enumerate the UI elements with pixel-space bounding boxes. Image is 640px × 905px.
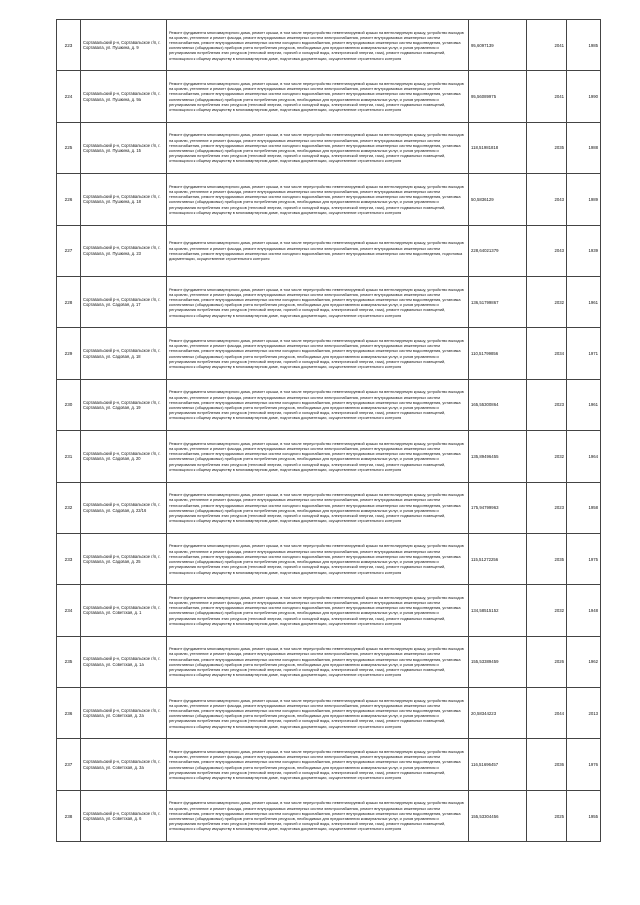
works-cell: Ремонт фундамента многоквартирного дома, ремонт крыши, в том числе переустройство невентилируемой крыши на вентилируемую крышу, устройство выходов на кровлю, утепление и ремонт фасада, ремонт внутридомовых инженерных систем электроснабжения, ремонт внутридомовых инженерных систем теплоснабжения, ремонт внутридомовых инженерных систем холодного водоснабжения, ремонт внутридомовых инженерных систем водоотведения, установка коллективных (общедомовых) приборов учета потребления ресурсов, необходимых для предоставления коммунальных услуг, и узлов управления и регулирования потребления этих ресурсов (тепловой энергии, горячей и холодной воды, электрической энергии, газа), ремонт подвальных помещений, относящихся к общему имуществу в многоквартирном доме, подготовка документации, осуществление строительного контроля <box>167 20 469 71</box>
planned-year-cell: 2035 <box>527 122 567 173</box>
address-cell: Сортавальский р-н, Сортавальское г/п, г. Сортавала, ул. Советская, д. 1а <box>81 636 167 687</box>
cost-cell: 134,58515152 <box>469 585 527 636</box>
works-cell: Ремонт фундамента многоквартирного дома, ремонт крыши, в том числе переустройство невентилируемой крыши на вентилируемую крышу, устройство выходов на кровлю, утепление и ремонт фасада, ремонт внутридомовых инженерных систем электроснабжения, ремонт внутридомовых инженерных систем теплоснабжения, ремонт внутридомовых инженерных систем холодного водоснабжения, ремонт внутридомовых инженерных систем водоотведения, установка коллективных (общедомовых) приборов учета потребления ресурсов, необходимых для предоставления коммунальных услуг, и узлов управления и регулирования потребления этих ресурсов (тепловой энергии, горячей и холодной воды, электрической энергии, газа), ремонт подвальных помещений, относящихся к общему имуществу в многоквартирном доме, подготовка документации, осуществление строительного контроля <box>167 328 469 379</box>
table-row <box>57 739 601 790</box>
build-year-cell: 1964 <box>567 431 601 482</box>
works-cell: Ремонт фундамента многоквартирного дома, ремонт крыши, в том числе переустройство невентилируемой крыши на вентилируемую крышу, устройство выходов на кровлю, утепление и ремонт фасада, ремонт внутридомовых инженерных систем электроснабжения, ремонт внутридомовых инженерных систем теплоснабжения, ремонт внутридомовых инженерных систем холодного водоснабжения, ремонт внутридомовых инженерных систем водоотведения, установка коллективных (общедомовых) приборов учета потребления ресурсов, необходимых для предоставления коммунальных услуг, и узлов управления и регулирования потребления этих ресурсов (тепловой энергии, горячей и холодной воды, электрической энергии, газа), ремонт подвальных помещений, относящихся к общему имуществу в многоквартирном доме, подготовка документации, осуществление строительного контроля <box>167 739 469 790</box>
works-cell: Ремонт фундамента многоквартирного дома, ремонт крыши, в том числе переустройство невентилируемой крыши на вентилируемую крышу, устройство выходов на кровлю, утепление и ремонт фасада, ремонт внутридомовых инженерных систем электроснабжения, ремонт внутридомовых инженерных систем теплоснабжения, ремонт внутридомовых инженерных систем холодного водоснабжения, ремонт внутридомовых инженерных систем водоотведения, установка коллективных (общедомовых) приборов учета потребления ресурсов, необходимых для предоставления коммунальных услуг, и узлов управления и регулирования потребления этих ресурсов (тепловой энергии, горячей и холодной воды, электрической энергии, газа), ремонт подвальных помещений, относящихся к общему имуществу в многоквартирном доме, подготовка документации, осуществление строительного контроля <box>167 174 469 225</box>
table-row <box>57 20 601 71</box>
table-row <box>57 482 601 533</box>
cost-cell: 50,5836129 <box>469 174 527 225</box>
address-cell: Сортавальский р-н, Сортавальское г/п, г. Сортавала, ул. Садовая, д. 22/16 <box>81 482 167 533</box>
address-cell: Сортавальский р-н, Сортавальское г/п, г. Сортавала, ул. Советская, д. 3а <box>81 739 167 790</box>
row-number: 237 <box>57 739 81 790</box>
cost-cell: 135,89496455 <box>469 431 527 482</box>
address-cell: Сортавальский р-н, Сортавальское г/п, г. Сортавала, ул. Советская, д. 2а <box>81 688 167 739</box>
address-cell: Сортавальский р-н, Сортавальское г/п, г. Сортавала, ул. Садовая, д. 20 <box>81 431 167 482</box>
build-year-cell: 1985 <box>567 20 601 71</box>
works-cell: Ремонт фундамента многоквартирного дома, ремонт крыши, в том числе переустройство невентилируемой крыши на вентилируемую крышу, устройство выходов на кровлю, утепление и ремонт фасада, ремонт внутридомовых инженерных систем электроснабжения, ремонт внутридомовых инженерных систем теплоснабжения, ремонт внутридомовых инженерных систем холодного водоснабжения, ремонт внутридомовых инженерных систем водоотведения, установка коллективных (общедомовых) приборов учета потребления ресурсов, необходимых для предоставления коммунальных услуг, и узлов управления и регулирования потребления этих ресурсов (тепловой энергии, горячей и холодной воды, электрической энергии, газа), ремонт подвальных помещений, относящихся к общему имуществу в многоквартирном доме, подготовка документации, осуществление строительного контроля <box>167 790 469 841</box>
address-cell: Сортавальский р-н, Сортавальское г/п, г. Сортавала, ул. Пушкина, д. 9а <box>81 71 167 122</box>
row-number: 235 <box>57 636 81 687</box>
planned-year-cell: 2044 <box>527 688 567 739</box>
works-cell: Ремонт фундамента многоквартирного дома, ремонт крыши, в том числе переустройство невентилируемой крыши на вентилируемую крышу, устройство выходов на кровлю, утепление и ремонт фасада, ремонт внутридомовых инженерных систем электроснабжения, ремонт внутридомовых инженерных систем теплоснабжения, ремонт внутридомовых инженерных систем холодного водоснабжения, ремонт внутридомовых инженерных систем водоотведения, установка коллективных (общедомовых) приборов учета потребления ресурсов, необходимых для предоставления коммунальных услуг, и узлов управления и регулирования потребления этих ресурсов (тепловой энергии, горячей и холодной воды, электрической энергии, газа), ремонт подвальных помещений, относящихся к общему имуществу в многоквартирном доме, подготовка документации, осуществление строительного контроля <box>167 533 469 584</box>
cost-cell: 175,94799963 <box>469 482 527 533</box>
table-row <box>57 636 601 687</box>
table-row <box>57 225 601 276</box>
works-cell: Ремонт фундамента многоквартирного дома, ремонт крыши, в том числе переустройство невентилируемой крыши на вентилируемую крышу, устройство выходов на кровлю, утепление и ремонт фасада, ремонт внутридомовых инженерных систем электроснабжения, ремонт внутридомовых инженерных систем теплоснабжения, ремонт внутридомовых инженерных систем холодного водоснабжения, ремонт внутридомовых инженерных систем водоотведения, установка коллективных (общедомовых) приборов учета потребления ресурсов, необходимых для предоставления коммунальных услуг, и узлов управления и регулирования потребления этих ресурсов (тепловой энергии, горячей и холодной воды, электрической энергии, газа), ремонт подвальных помещений, относящихся к общему имуществу в многоквартирном доме, подготовка документации, осуществление строительного контроля <box>167 276 469 327</box>
planned-year-cell: 2036 <box>527 739 567 790</box>
planned-year-cell: 2034 <box>527 328 567 379</box>
build-year-cell: 1961 <box>567 379 601 430</box>
table-row <box>57 122 601 173</box>
cost-cell: 165,55300864 <box>469 379 527 430</box>
row-number: 228 <box>57 276 81 327</box>
planned-year-cell: 2023 <box>527 482 567 533</box>
table-row <box>57 328 601 379</box>
works-cell: Ремонт фундамента многоквартирного дома, ремонт крыши, в том числе переустройство невентилируемой крыши на вентилируемую крышу, устройство выходов на кровлю, утепление и ремонт фасада, ремонт внутридомовых инженерных систем электроснабжения, ремонт внутридомовых инженерных систем теплоснабжения, ремонт внутридомовых инженерных систем холодного водоснабжения, ремонт внутридомовых инженерных систем водоотведения, установка коллективных (общедомовых) приборов учета потребления ресурсов, необходимых для предоставления коммунальных услуг, и узлов управления и регулирования потребления этих ресурсов (тепловой энергии, горячей и холодной воды, электрической энергии, газа), ремонт подвальных помещений, относящихся к общему имуществу в многоквартирном доме, подготовка документации, осуществление строительного контроля <box>167 585 469 636</box>
address-cell: Сортавальский р-н, Сортавальское г/п, г. Сортавала, ул. Садовая, д. 25 <box>81 533 167 584</box>
planned-year-cell: 2032 <box>527 431 567 482</box>
cost-cell: 155,53304456 <box>469 790 527 841</box>
row-number: 236 <box>57 688 81 739</box>
works-cell: Ремонт фундамента многоквартирного дома, ремонт крыши, в том числе переустройство невентилируемой крыши на вентилируемую крышу, устройство выходов на кровлю, утепление и ремонт фасада, ремонт внутридомовых инженерных систем электроснабжения, ремонт внутридомовых инженерных систем теплоснабжения, ремонт внутридомовых инженерных систем холодного водоснабжения, ремонт внутридомовых инженерных систем водоотведения, установка коллективных (общедомовых) приборов учета потребления ресурсов, необходимых для предоставления коммунальных услуг, и узлов управления и регулирования потребления этих ресурсов (тепловой энергии, горячей и холодной воды, электрической энергии, газа), ремонт подвальных помещений, относящихся к общему имуществу в многоквартирном доме, подготовка документации, осуществление строительного контроля <box>167 431 469 482</box>
build-year-cell: 1939 <box>567 225 601 276</box>
build-year-cell: 1971 <box>567 328 601 379</box>
address-cell: Сортавальский р-н, Сортавальское г/п, г. Сортавала, ул. Советская, д. 1 <box>81 585 167 636</box>
cost-cell: 116,51696457 <box>469 739 527 790</box>
cost-cell: 228,64021379 <box>469 225 527 276</box>
works-cell: Ремонт фундамента многоквартирного дома, ремонт крыши, в том числе переустройство невентилируемой крыши на вентилируемую крышу, устройство выходов на кровлю, утепление и ремонт фасада, ремонт внутридомовых инженерных систем электроснабжения, ремонт внутридомовых инженерных систем теплоснабжения, ремонт внутридомовых инженерных систем холодного водоснабжения, ремонт внутридомовых инженерных систем водоотведения, установка коллективных (общедомовых) приборов учета потребления ресурсов, необходимых для предоставления коммунальных услуг, и узлов управления и регулирования потребления этих ресурсов (тепловой энергии, горячей и холодной воды, электрической энергии, газа), ремонт подвальных помещений, относящихся к общему имуществу в многоквартирном доме, подготовка документации, осуществление строительного контроля <box>167 636 469 687</box>
table-row <box>57 71 601 122</box>
address-cell: Сортавальский р-н, Сортавальское г/п, г. Сортавала, ул. Пушкина, д. 9 <box>81 20 167 71</box>
build-year-cell: 1975 <box>567 533 601 584</box>
row-number: 230 <box>57 379 81 430</box>
cost-cell: 115,51272256 <box>469 533 527 584</box>
row-number: 238 <box>57 790 81 841</box>
planned-year-cell: 2035 <box>527 533 567 584</box>
works-cell: Ремонт фундамента многоквартирного дома, ремонт крыши, в том числе переустройство невентилируемой крыши на вентилируемую крышу, устройство выходов на кровлю, утепление и ремонт фасада, ремонт внутридомовых инженерных систем электроснабжения, ремонт внутридомовых инженерных систем теплоснабжения, ремонт внутридомовых инженерных систем холодного водоснабжения, ремонт внутридомовых инженерных систем водоотведения, подготовка документации, осуществление строительного контроля <box>167 225 469 276</box>
row-number: 225 <box>57 122 81 173</box>
build-year-cell: 1990 <box>567 71 601 122</box>
works-cell: Ремонт фундамента многоквартирного дома, ремонт крыши, в том числе переустройство невентилируемой крыши на вентилируемую крышу, устройство выходов на кровлю, утепление и ремонт фасада, ремонт внутридомовых инженерных систем электроснабжения, ремонт внутридомовых инженерных систем теплоснабжения, ремонт внутридомовых инженерных систем холодного водоснабжения, ремонт внутридомовых инженерных систем водоотведения, установка коллективных (общедомовых) приборов учета потребления ресурсов, необходимых для предоставления коммунальных услуг, и узлов управления и регулирования потребления этих ресурсов (тепловой энергии, горячей и холодной воды, электрической энергии, газа), ремонт подвальных помещений, относящихся к общему имуществу в многоквартирном доме, подготовка документации, осуществление строительного контроля <box>167 122 469 173</box>
planned-year-cell: 2023 <box>527 379 567 430</box>
row-number: 224 <box>57 71 81 122</box>
build-year-cell: 1948 <box>567 585 601 636</box>
works-cell: Ремонт фундамента многоквартирного дома, ремонт крыши, в том числе переустройство невентилируемой крыши на вентилируемую крышу, устройство выходов на кровлю, утепление и ремонт фасада, ремонт внутридомовых инженерных систем электроснабжения, ремонт внутридомовых инженерных систем теплоснабжения, ремонт внутридомовых инженерных систем холодного водоснабжения, ремонт внутридомовых инженерных систем водоотведения, установка коллективных (общедомовых) приборов учета потребления ресурсов, необходимых для предоставления коммунальных услуг, и узлов управления и регулирования потребления этих ресурсов (тепловой энергии, горячей и холодной воды, электрической энергии, газа), ремонт подвальных помещений, относящихся к общему имуществу в многоквартирном доме, подготовка документации, осуществление строительного контроля <box>167 379 469 430</box>
cost-cell: 110,51799856 <box>469 328 527 379</box>
address-cell: Сортавальский р-н, Сортавальское г/п, г. Сортавала, ул. Садовая, д. 17 <box>81 276 167 327</box>
row-number: 234 <box>57 585 81 636</box>
build-year-cell: 1989 <box>567 174 601 225</box>
table-row <box>57 379 601 430</box>
planned-year-cell: 2041 <box>527 20 567 71</box>
build-year-cell: 1988 <box>567 122 601 173</box>
table-row <box>57 790 601 841</box>
build-year-cell: 1962 <box>567 636 601 687</box>
address-cell: Сортавальский р-н, Сортавальское г/п, г. Сортавала, ул. Советская, д. 6 <box>81 790 167 841</box>
row-number: 229 <box>57 328 81 379</box>
planned-year-cell: 2043 <box>527 174 567 225</box>
build-year-cell: 2013 <box>567 688 601 739</box>
housing-repair-table <box>56 19 601 842</box>
cost-cell: 95,56089975 <box>469 71 527 122</box>
row-number: 223 <box>57 20 81 71</box>
row-number: 227 <box>57 225 81 276</box>
row-number: 232 <box>57 482 81 533</box>
cost-cell: 95,6097139 <box>469 20 527 71</box>
planned-year-cell: 2032 <box>527 585 567 636</box>
works-cell: Ремонт фундамента многоквартирного дома, ремонт крыши, в том числе переустройство невентилируемой крыши на вентилируемую крышу, устройство выходов на кровлю, утепление и ремонт фасада, ремонт внутридомовых инженерных систем электроснабжения, ремонт внутридомовых инженерных систем теплоснабжения, ремонт внутридомовых инженерных систем холодного водоснабжения, ремонт внутридомовых инженерных систем водоотведения, установка коллективных (общедомовых) приборов учета потребления ресурсов, необходимых для предоставления коммунальных услуг, и узлов управления и регулирования потребления этих ресурсов (тепловой энергии, горячей и холодной воды, электрической энергии, газа), ремонт подвальных помещений, относящихся к общему имуществу в многоквартирном доме, подготовка документации, осуществление строительного контроля <box>167 688 469 739</box>
address-cell: Сортавальский р-н, Сортавальское г/п, г. Сортавала, ул. Пушкина, д. 15 <box>81 122 167 173</box>
address-cell: Сортавальский р-н, Сортавальское г/п, г. Сортавала, ул. Пушкина, д. 23 <box>81 225 167 276</box>
build-year-cell: 1955 <box>567 790 601 841</box>
build-year-cell: 1958 <box>567 482 601 533</box>
table-row <box>57 585 601 636</box>
works-cell: Ремонт фундамента многоквартирного дома, ремонт крыши, в том числе переустройство невентилируемой крыши на вентилируемую крышу, устройство выходов на кровлю, утепление и ремонт фасада, ремонт внутридомовых инженерных систем электроснабжения, ремонт внутридомовых инженерных систем теплоснабжения, ремонт внутридомовых инженерных систем холодного водоснабжения, ремонт внутридомовых инженерных систем водоотведения, установка коллективных (общедомовых) приборов учета потребления ресурсов, необходимых для предоставления коммунальных услуг, и узлов управления и регулирования потребления этих ресурсов (тепловой энергии, горячей и холодной воды, электрической энергии, газа), ремонт подвальных помещений, относящихся к общему имуществу в многоквартирном доме, подготовка документации, осуществление строительного контроля <box>167 71 469 122</box>
planned-year-cell: 2041 <box>527 71 567 122</box>
table-row <box>57 276 601 327</box>
row-number: 226 <box>57 174 81 225</box>
table-body <box>57 20 601 842</box>
address-cell: Сортавальский р-н, Сортавальское г/п, г. Сортавала, ул. Садовая, д. 18 <box>81 328 167 379</box>
table-row <box>57 533 601 584</box>
address-cell: Сортавальский р-н, Сортавальское г/п, г. Сортавала, ул. Пушкина, д. 18 <box>81 174 167 225</box>
address-cell: Сортавальский р-н, Сортавальское г/п, г. Сортавала, ул. Садовая, д. 19 <box>81 379 167 430</box>
cost-cell: 136,51799867 <box>469 276 527 327</box>
table-row <box>57 688 601 739</box>
planned-year-cell: 2043 <box>527 225 567 276</box>
row-number: 233 <box>57 533 81 584</box>
build-year-cell: 1976 <box>567 739 601 790</box>
planned-year-cell: 2025 <box>527 790 567 841</box>
planned-year-cell: 2026 <box>527 636 567 687</box>
cost-cell: 155,53389459 <box>469 636 527 687</box>
row-number: 231 <box>57 431 81 482</box>
cost-cell: 118,51981818 <box>469 122 527 173</box>
table-row <box>57 174 601 225</box>
build-year-cell: 1961 <box>567 276 601 327</box>
table-row <box>57 431 601 482</box>
works-cell: Ремонт фундамента многоквартирного дома, ремонт крыши, в том числе переустройство невентилируемой крыши на вентилируемую крышу, устройство выходов на кровлю, утепление и ремонт фасада, ремонт внутридомовых инженерных систем электроснабжения, ремонт внутридомовых инженерных систем теплоснабжения, ремонт внутридомовых инженерных систем холодного водоснабжения, ремонт внутридомовых инженерных систем водоотведения, установка коллективных (общедомовых) приборов учета потребления ресурсов, необходимых для предоставления коммунальных услуг, и узлов управления и регулирования потребления этих ресурсов (тепловой энергии, горячей и холодной воды, электрической энергии, газа), ремонт подвальных помещений, относящихся к общему имуществу в многоквартирном доме, подготовка документации, осуществление строительного контроля <box>167 482 469 533</box>
cost-cell: 20,58344223 <box>469 688 527 739</box>
planned-year-cell: 2032 <box>527 276 567 327</box>
